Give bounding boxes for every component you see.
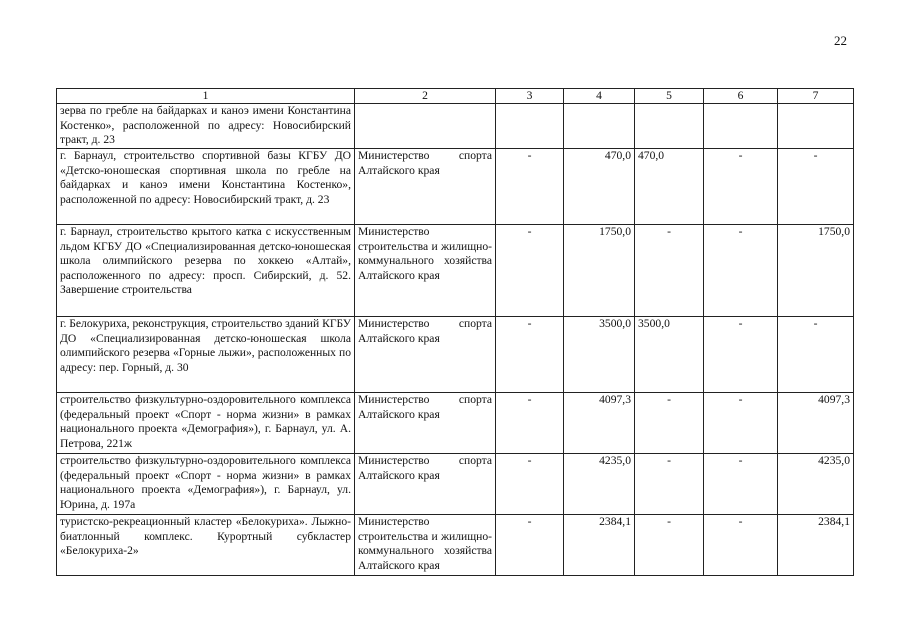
- col5-cell: 3500,0: [635, 317, 704, 393]
- table-row: [57, 454, 854, 515]
- ministry-cell: Министерство строительства и жилищно-коммунального хозяйства Алтайского края: [355, 515, 496, 576]
- col5-cell: 470,0: [635, 149, 704, 225]
- ministry-cell: Министерство спорта Алтайского края: [355, 317, 496, 393]
- header-row: [57, 89, 854, 104]
- col4-cell: [564, 104, 635, 149]
- table-row: [57, 317, 854, 393]
- object-name-cell: г. Барнаул, строительство спортивной базы КГБУ ДО «Детско-юношеская спортивная школа по гребле на байдарках и каноэ имени Константина Костенко», расположенной по адресу: Новосибирский тракт, д. 23: [57, 149, 355, 225]
- col6-cell: -: [704, 149, 778, 225]
- col7-cell: [778, 104, 854, 149]
- col7-cell: 2384,1: [778, 515, 854, 576]
- col7-cell: 4097,3: [778, 393, 854, 454]
- col6-cell: -: [704, 225, 778, 317]
- col6-cell: -: [704, 454, 778, 515]
- object-name-cell: строительство физкультурно-оздоровительного комплекса (федеральный проект «Спорт - норма жизни» в рамках национального проекта «Демография»), г. Барнаул, ул. А. Петрова, 221ж: [57, 393, 355, 454]
- col7-cell: 1750,0: [778, 225, 854, 317]
- ministry-cell: [355, 104, 496, 149]
- col7-cell: 4235,0: [778, 454, 854, 515]
- col3-cell: -: [496, 225, 564, 317]
- table-row: [57, 104, 854, 149]
- col6-cell: -: [704, 393, 778, 454]
- column-header-3: 3: [496, 89, 564, 104]
- col4-cell: 4097,3: [564, 393, 635, 454]
- table-row: [57, 393, 854, 454]
- page-number: 22: [834, 33, 847, 48]
- ministry-cell: Министерство спорта Алтайского края: [355, 393, 496, 454]
- ministry-cell: Министерство строительства и жилищно-коммунального хозяйства Алтайского края: [355, 225, 496, 317]
- col4-cell: 2384,1: [564, 515, 635, 576]
- object-name-cell: г. Белокуриха, реконструкция, строительство зданий КГБУ ДО «Специализированная детско-юношеская школа олимпийского резерва «Горные лыжи», расположенных по адресу: пер. Горный, д. 30: [57, 317, 355, 393]
- table-row: [57, 225, 854, 317]
- object-name-cell: строительство физкультурно-оздоровительного комплекса (федеральный проект «Спорт - норма жизни» в рамках национального проекта «Демография»), г. Барнаул, ул. Юрина, д. 197а: [57, 454, 355, 515]
- ministry-cell: Министерство спорта Алтайского края: [355, 149, 496, 225]
- col3-cell: [496, 104, 564, 149]
- col3-cell: -: [496, 393, 564, 454]
- column-header-6: 6: [704, 89, 778, 104]
- object-name-cell: зерва по гребле на байдарках и каноэ имени Константина Костенко», расположенной по адресу: Новосибирский тракт, д. 23: [57, 104, 355, 149]
- ministry-cell: Министерство спорта Алтайского края: [355, 454, 496, 515]
- col5-cell: -: [635, 393, 704, 454]
- col7-cell: -: [778, 149, 854, 225]
- col7-cell: -: [778, 317, 854, 393]
- col3-cell: -: [496, 149, 564, 225]
- column-header-1: 1: [57, 89, 355, 104]
- col4-cell: 1750,0: [564, 225, 635, 317]
- col5-cell: [635, 104, 704, 149]
- object-name-cell: г. Барнаул, строительство крытого катка с искусственным льдом КГБУ ДО «Специализированная детско-юношеская школа олимпийского резерва по хоккею «Алтай», расположенного по адресу: просп. Сибирский, д. 52. Завершение строительства: [57, 225, 355, 317]
- col3-cell: -: [496, 317, 564, 393]
- budget-table: [56, 88, 854, 576]
- column-header-2: 2: [355, 89, 496, 104]
- col4-cell: 3500,0: [564, 317, 635, 393]
- col5-cell: -: [635, 225, 704, 317]
- col6-cell: -: [704, 515, 778, 576]
- col4-cell: 470,0: [564, 149, 635, 225]
- column-header-4: 4: [564, 89, 635, 104]
- column-header-7: 7: [778, 89, 854, 104]
- col6-cell: [704, 104, 778, 149]
- col3-cell: -: [496, 454, 564, 515]
- table-row: [57, 149, 854, 225]
- col5-cell: -: [635, 454, 704, 515]
- col4-cell: 4235,0: [564, 454, 635, 515]
- column-header-5: 5: [635, 89, 704, 104]
- col5-cell: -: [635, 515, 704, 576]
- col6-cell: -: [704, 317, 778, 393]
- object-name-cell: туристско-рекреационный кластер «Белокуриха». Лыжно-биатлонный комплекс. Курортный субкластер «Белокуриха-2»: [57, 515, 355, 576]
- col3-cell: -: [496, 515, 564, 576]
- table-row: [57, 515, 854, 576]
